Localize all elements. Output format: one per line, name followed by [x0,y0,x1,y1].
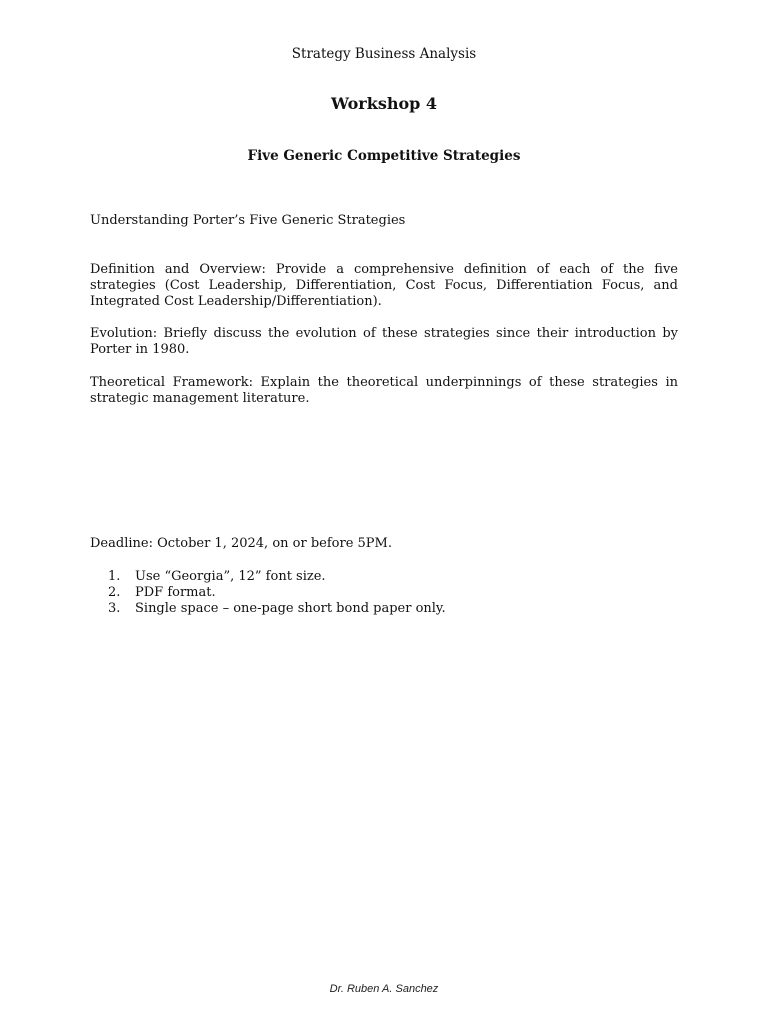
requirements-list [108,569,446,617]
list-item-number: 1. [108,569,121,584]
list-item-text: Use “Georgia”, 12” font size. [135,569,326,584]
definition-paragraph: Definition and Overview: Provide a comprehensive definition of each of the five strategies (Cost Leadership, Differentiation, Cost Focus, Differentiation Focus, and Integrated Cost Leadership/Differentiation). [90,262,678,309]
workshop-title: Workshop 4 [330,94,438,113]
course-title: Strategy Business Analysis [291,46,477,62]
list-item-text: PDF format. [135,585,216,600]
list-item-number: 2. [108,585,121,600]
deadline-text: Deadline: October 1, 2024, on or before 5PM. [90,536,392,551]
list-item-number: 3. [108,601,121,616]
list-item [108,585,446,601]
topic-title: Five Generic Competitive Strategies [247,148,521,164]
section-subheading: Understanding Porter’s Five Generic Strategies [90,213,406,228]
author-footer: Dr. Ruben A. Sanchez [329,983,439,995]
theoretical-framework-paragraph: Theoretical Framework: Explain the theoretical underpinnings of these strategies in strategic management literature. [90,375,678,406]
list-item [108,601,446,617]
list-item [108,569,446,585]
evolution-paragraph: Evolution: Briefly discuss the evolution of these strategies since their introduction by Porter in 1980. [90,326,678,357]
list-item-text: Single space – one-page short bond paper only. [135,601,446,616]
